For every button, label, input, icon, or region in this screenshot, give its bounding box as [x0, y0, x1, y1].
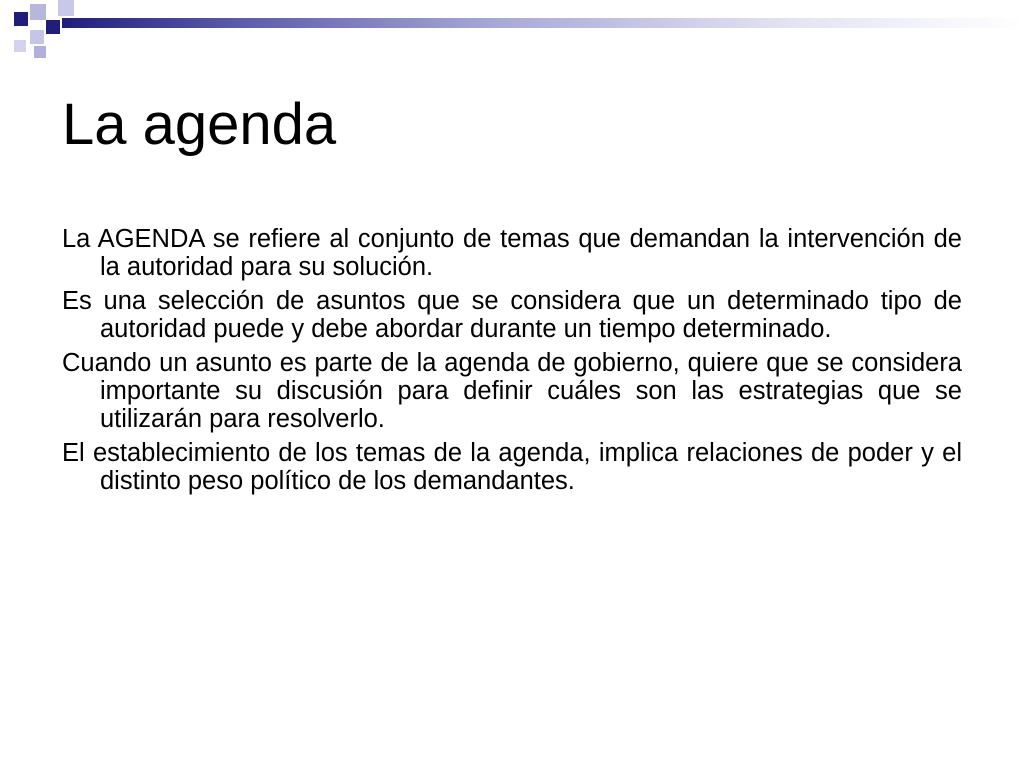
header-gradient-bar	[62, 18, 1024, 28]
slide-body	[62, 225, 962, 501]
decor-square	[34, 46, 46, 58]
decor-square	[58, 0, 74, 16]
paragraph: Cuando un asunto es parte de la agenda de gobierno, quiere que se considera importante su discusión para definir cuáles son las estrategias que se utilizarán para resolverlo.	[62, 349, 962, 433]
paragraph: La AGENDA se refiere al conjunto de temas que demandan la intervención de la autoridad para su solución.	[62, 225, 962, 281]
paragraph: Es una selección de asuntos que se considera que un determinado tipo de autoridad puede y debe abordar durante un tiempo determinado.	[62, 287, 962, 343]
decor-square	[14, 12, 28, 26]
decor-square	[14, 40, 26, 52]
decor-square	[30, 4, 46, 20]
decor-square	[46, 20, 60, 34]
slide-title: La agenda	[62, 92, 337, 157]
paragraph: El establecimiento de los temas de la agenda, implica relaciones de poder y el distinto peso político de los demandantes.	[62, 439, 962, 495]
decor-square	[30, 30, 44, 44]
